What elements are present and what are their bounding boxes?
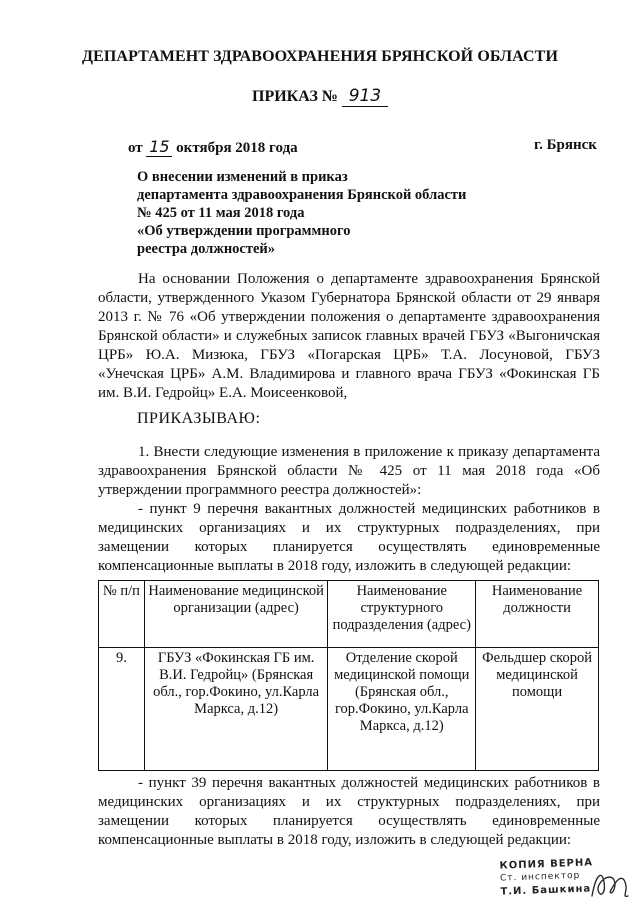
table-row bbox=[99, 648, 599, 771]
basis-text: На основании Положения о департаменте здравоохранения Брянской области, утвержденного Указом Губернатора Брянской области от 29 января 2013 г. № 76 «Об утверждении положения о департаменте здравоохранения Брянской области» и служебных записок главных врачей ГБУЗ «Выгоничская ЦРБ» Ю.А. Мизюка, ГБУЗ «Погарская ЦРБ» Т.А. Лосуновой, ГБУЗ «Унечская ЦРБ» А.М. Владимирова и главного врача ГБУЗ «Фокинская ГБ им. В.И. Гедройц» Е.А. Моисеенковой, bbox=[98, 271, 600, 401]
order-number: 913 bbox=[342, 86, 388, 107]
header-subdivision: Наименование структурного подразделения (адрес) bbox=[328, 581, 476, 648]
stamp-line: Т.И. Башкина bbox=[500, 883, 592, 898]
date-day: 15 bbox=[146, 137, 172, 157]
header-number: № п/п bbox=[99, 581, 145, 648]
order-city: г. Брянск bbox=[534, 137, 597, 153]
point-39-text: - пункт 39 перечня вакантных должностей медицинских работников в медицинских организациях и их структурных подразделениях, при замещении которых планируется осуществлять единовременные компенсационные выплаты в 2018 году, изложить в следующей редакции: bbox=[98, 775, 600, 848]
order-label: ПРИКАЗ № bbox=[252, 88, 338, 105]
subject-line: О внесении изменений в приказ bbox=[137, 169, 348, 185]
registry-table bbox=[98, 580, 599, 771]
item-1-intro: 1. Внести следующие изменения в приложение к приказу департамента здравоохранения Брянской области № 425 от 11 мая 2018 года «Об утверждении программного реестра должностей»: bbox=[98, 444, 600, 498]
order-title bbox=[0, 86, 640, 107]
header-position: Наименование должности bbox=[476, 581, 599, 648]
order-subject bbox=[137, 168, 517, 258]
item-1 bbox=[98, 443, 600, 576]
stamp-line: КОПИЯ ВЕРНА bbox=[499, 857, 594, 872]
cell-organization: ГБУЗ «Фокинская ГБ им. В.И. Гедройц» (Брянская обл., гор.Фокино, ул.Карла Маркса, д.12) bbox=[144, 648, 328, 771]
cell-position: Фельдшер скорой медицинской помощи bbox=[476, 648, 599, 771]
cell-subdivision: Отделение скорой медицинской помощи (Брянская обл., гор.Фокино, ул.Карла Маркса, д.12) bbox=[328, 648, 476, 771]
handwritten-signature bbox=[588, 868, 632, 902]
table-header-row bbox=[99, 581, 599, 648]
cell-number: 9. bbox=[99, 648, 145, 771]
subject-line: «Об утверждении программного bbox=[137, 223, 351, 239]
subject-line: № 425 от 11 мая 2018 года bbox=[137, 205, 305, 221]
department-title: ДЕПАРТАМЕНТ ЗДРАВООХРАНЕНИЯ БРЯНСКОЙ ОБЛАСТИ bbox=[81, 48, 559, 65]
copy-certified-stamp bbox=[499, 856, 594, 898]
header-organization: Наименование медицинской организации (адрес) bbox=[144, 581, 328, 648]
command-heading: ПРИКАЗЫВАЮ: bbox=[137, 410, 261, 427]
stamp-line: Ст. инспектор bbox=[499, 870, 581, 884]
date-rest: октября 2018 года bbox=[176, 140, 298, 156]
subject-line: департамента здравоохранения Брянской области bbox=[137, 187, 467, 203]
date-prefix: от bbox=[128, 140, 143, 156]
subject-line: реестра должностей» bbox=[137, 241, 276, 257]
item-point-39 bbox=[98, 774, 600, 850]
basis-paragraph bbox=[98, 270, 600, 403]
item-1-point-9: - пункт 9 перечня вакантных должностей медицинских работников в медицинских организациях и их структурных подразделениях, при замещении которых планируется осуществлять единовременные компенсационные выплаты в 2018 году, изложить в следующей редакции: bbox=[98, 501, 600, 574]
order-date bbox=[128, 137, 298, 157]
